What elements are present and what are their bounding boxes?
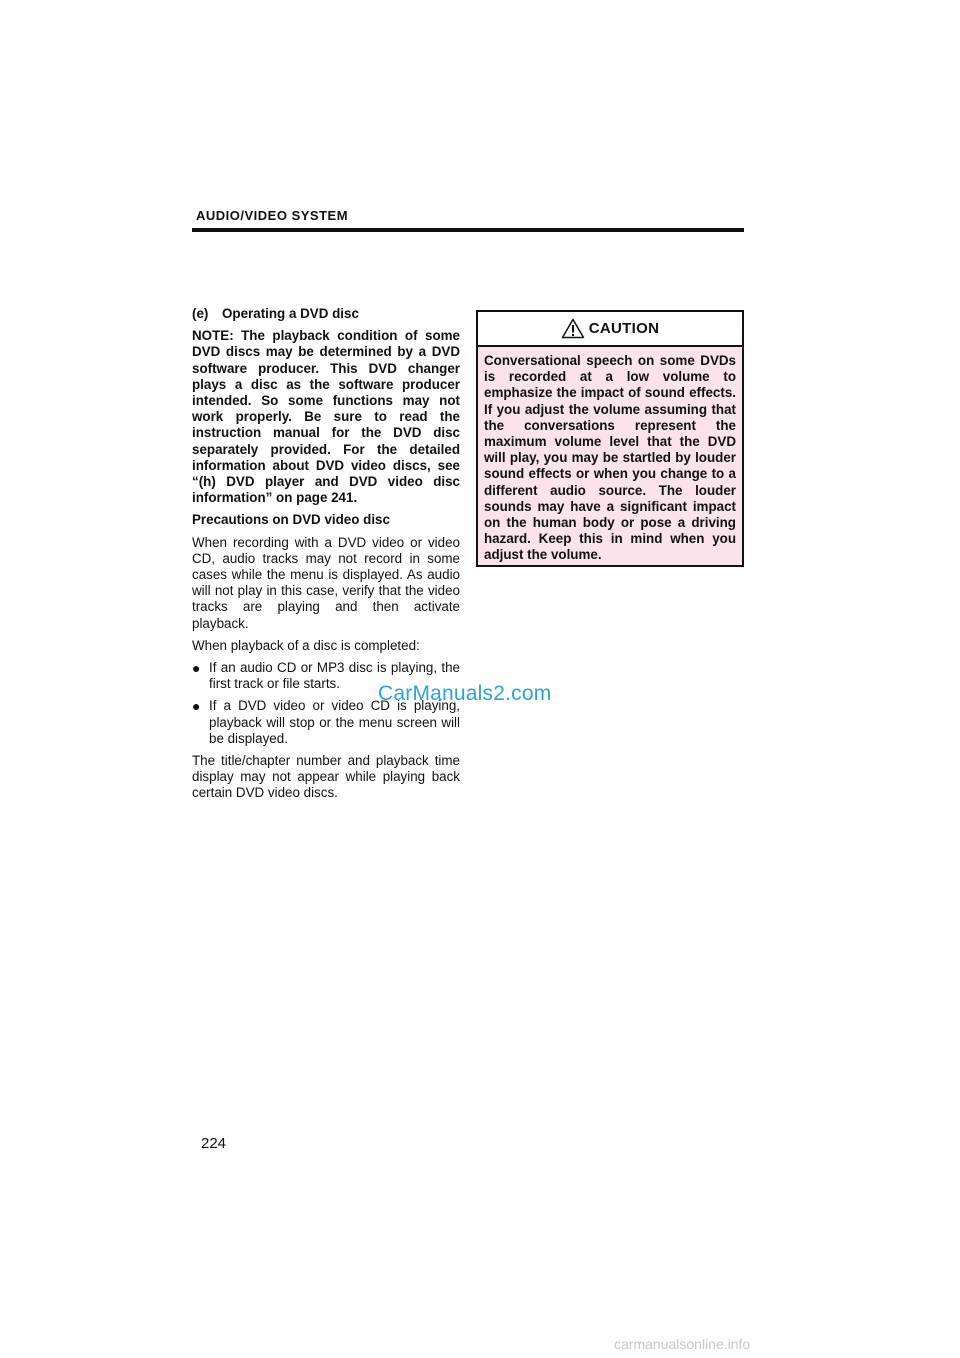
caution-title: CAUTION — [588, 320, 660, 337]
page-number: 224 — [201, 1135, 227, 1152]
header-rule — [192, 228, 744, 232]
note-paragraph: NOTE: The playback condition of some DVD discs may be determined by a DVD software producer. This DVD changer plays a disc as the software producer intended. So some functions may not work properly. Be sure to read the instruction manual for the DVD disc separately provided. For the detailed information about DVD video discs, see “(h) DVD player and DVD video disc information” on page 241. — [192, 328, 460, 506]
precautions-heading: Precautions on DVD video disc — [192, 512, 390, 528]
left-column — [192, 306, 460, 808]
precautions-paragraph: When recording with a DVD video or video CD, audio tracks may not record in some cases while the menu is displayed. As audio will not play in this case, verify that the video tracks are playing and then activate playback. — [192, 534, 460, 631]
section-title: AUDIO/VIDEO SYSTEM — [196, 208, 349, 223]
watermark-text: CarManuals2.com — [378, 682, 552, 705]
completed-intro: When playback of a disc is completed: — [192, 637, 420, 653]
warning-triangle-icon — [561, 318, 585, 339]
bullet-text: If a DVD video or video CD is playing, playback will stop or the menu screen will be displayed. — [209, 698, 460, 746]
caution-box — [476, 310, 744, 567]
bullet-text: If an audio CD or MP3 disc is playing, the first track or file starts. — [209, 660, 460, 692]
closing-paragraph: The title/chapter number and playback time display may not appear while playing back certain DVD video discs. — [192, 753, 460, 801]
footer-watermark: carmanualsonline.info — [614, 1336, 751, 1352]
section-heading-label: (e) — [192, 306, 209, 321]
bullet-icon: ● — [192, 660, 201, 677]
bullet-icon: ● — [192, 698, 201, 715]
caution-text: Conversational speech on some DVDs is recorded at a low volume to emphasize the impact of sound effects. If you adjust the volume assuming that the conversations represent the maximum volume level that the DVD will play, you may be startled by louder sound effects or when you change to a different audio source. The louder sounds may have a significant impact on the human body or pose a driving hazard. Keep this in mind when you adjust the volume. — [484, 353, 736, 563]
section-heading-text: Operating a DVD disc — [222, 306, 359, 321]
section-heading — [192, 306, 460, 322]
caution-header — [478, 312, 742, 347]
